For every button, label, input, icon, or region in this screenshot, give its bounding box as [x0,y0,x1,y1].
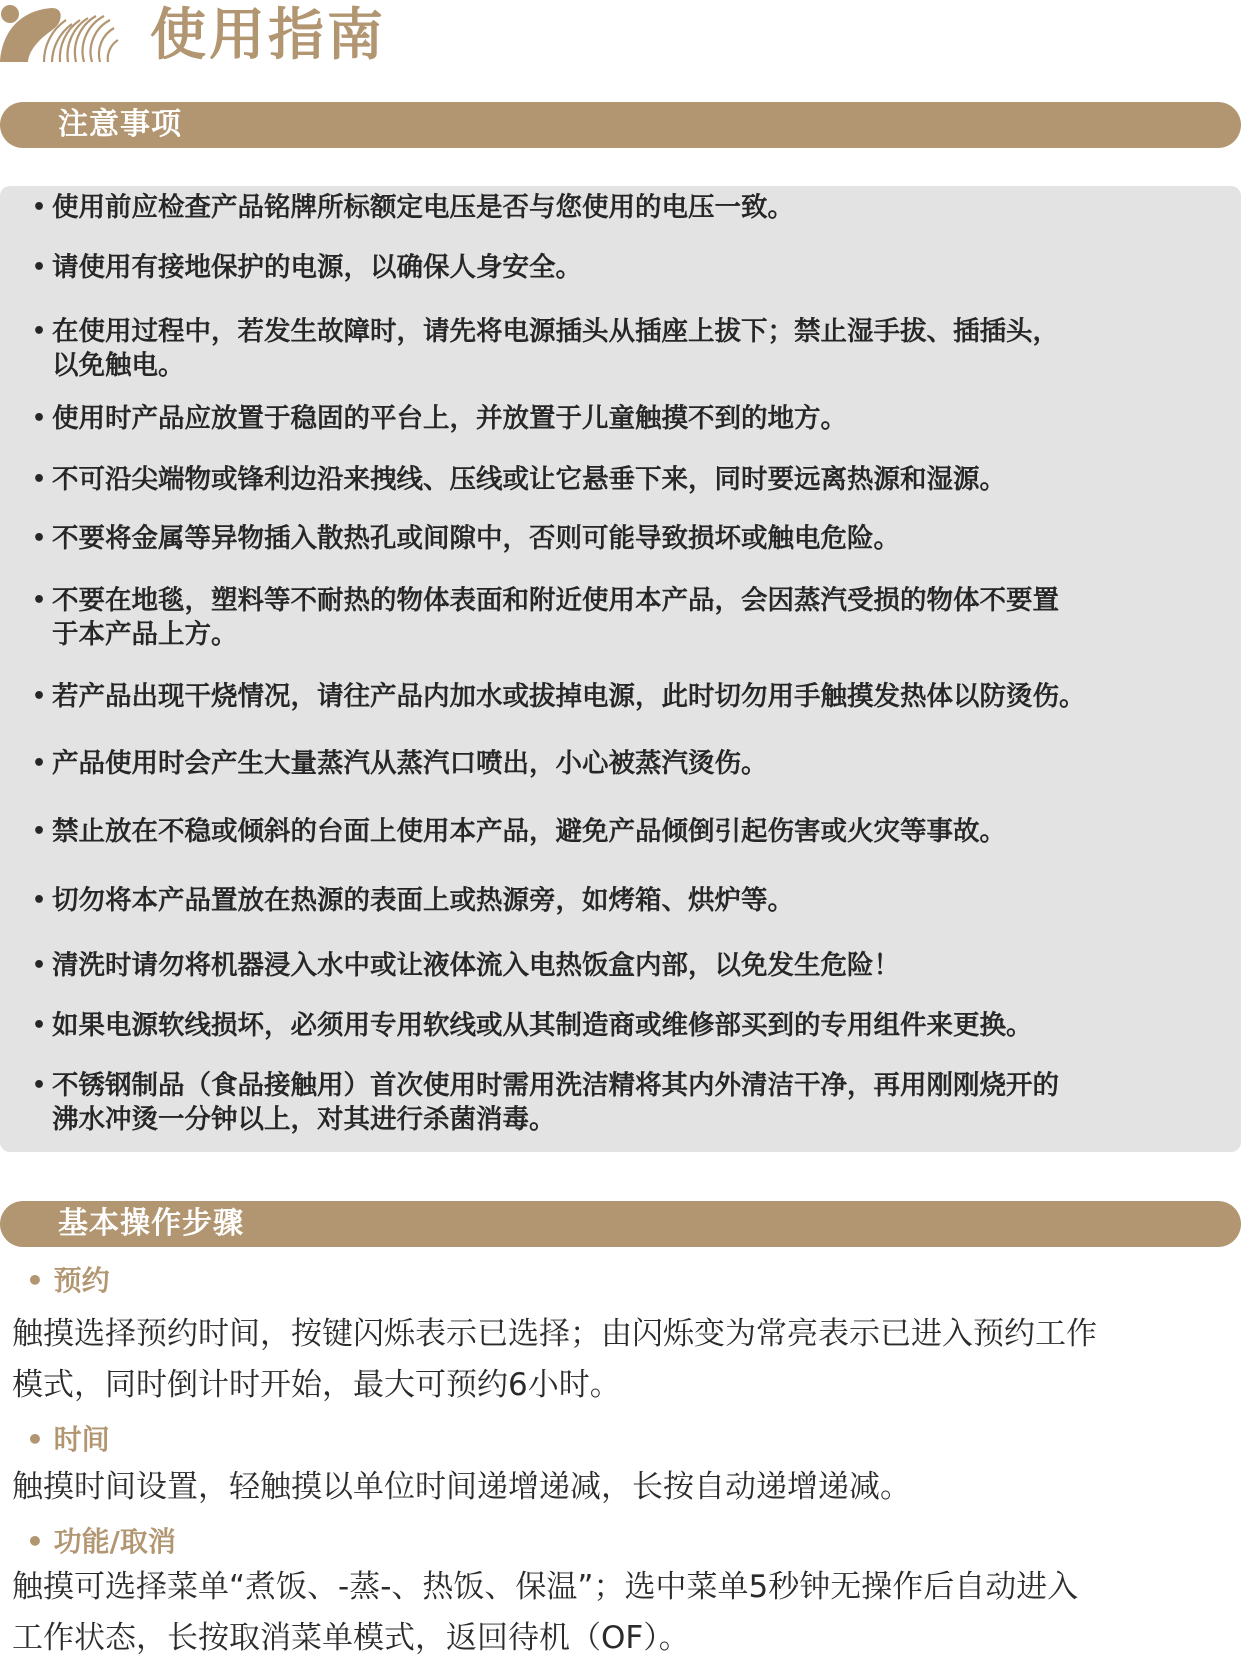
notice-item-text: 如果电源软线损坏，必须用专用软线或从其制造商或维修部买到的专用组件来更换。 [52,1010,1033,1041]
bullet-icon: • [32,1013,47,1038]
step-body-reservation: 触摸选择预约时间，按键闪烁表示已选择；由闪烁变为常亮表示已进入预约工作 模式，同时倒计时开始，最大可预约6小时。 [12,1316,1097,1403]
step-heading-function-cancel: • 功能/取消 [26,1525,176,1558]
notice-item [32,584,1232,652]
notice-item [32,1069,1232,1137]
notice-item-text: 不要将金属等异物插入散热孔或间隙中，否则可能导致损坏或触电危险。 [52,523,900,554]
notice-item-text: 若产品出现干烧情况，请往产品内加水或拔掉电源，此时切勿用手触摸发热体以防烫伤。 [52,681,1086,712]
notice-item-text: 不要在地毯，塑料等不耐热的物体表面和附近使用本产品，会因蒸汽受损的物体不要置 于本产品上方。 [52,585,1059,650]
notice-item [32,680,1232,714]
notice-item [32,251,1232,285]
bullet-icon: • [32,1073,47,1098]
notice-item-text: 在使用过程中，若发生故障时，请先将电源插头从插座上拔下；禁止湿手拔、插插头， 以免触电。 [52,316,1059,381]
bullet-icon: • [32,588,47,613]
notice-section-heading: 注意事项 [58,107,182,142]
notice-item-text: 清洗时请勿将机器浸入水中或让液体流入电热饭盒内部，以免发生危险！ [52,950,900,981]
notice-item-text: 使用时产品应放置于稳固的平台上，并放置于儿童触摸不到的地方。 [52,403,847,434]
bullet-icon: • [32,819,47,844]
step-heading-reservation: • 预约 [26,1264,110,1297]
bullet-icon: • [32,888,47,913]
notice-item-text: 请使用有接地保护的电源，以确保人身安全。 [52,252,582,283]
notice-item [32,463,1232,497]
step-body-function-cancel: 触摸可选择菜单“煮饭、-蒸-、热饭、保温”；选中菜单5秒钟无操作后自动进入 工作状态，长按取消菜单模式，返回待机（OF）。 [12,1569,1079,1656]
notice-item [32,315,1232,383]
notice-item-text: 不可沿尖端物或锋利边沿来拽线、压线或让它悬垂下来，同时要远离热源和湿源。 [52,464,1006,495]
page-title: 使用指南 [150,3,386,68]
bullet-icon: • [32,319,47,344]
bullet-icon: • [32,526,47,551]
notice-item [32,522,1232,556]
notice-item [32,884,1232,918]
step-body-time: 触摸时间设置，轻触摸以单位时间递增递减，长按自动递增递减。 [12,1469,911,1505]
bullet-icon: • [32,255,47,280]
notice-item [32,191,1232,225]
notice-item-text: 使用前应检查产品铭牌所标额定电压是否与您使用的电压一致。 [52,192,794,223]
notice-item-text: 不锈钢制品（食品接触用）首次使用时需用洗洁精将其内外清洁干净，再用刚刚烧开的 沸水冲烫一分钟以上，对其进行杀菌消毒。 [52,1070,1059,1135]
bullet-icon: • [32,751,47,776]
notice-section-bar [0,102,1241,148]
operation-section-bar [0,1201,1241,1247]
notice-item [32,402,1232,436]
notice-item [32,815,1232,849]
notice-item [32,1009,1232,1043]
bullet-icon: • [32,467,47,492]
notice-item-text: 产品使用时会产生大量蒸汽从蒸汽口喷出，小心被蒸汽烫伤。 [52,748,768,779]
step-heading-time: • 时间 [26,1423,110,1456]
operation-section-heading: 基本操作步骤 [58,1206,244,1241]
bullet-icon: • [32,953,47,978]
notice-item [32,747,1232,781]
bullet-icon: • [32,684,47,709]
notice-item-text: 切勿将本产品置放在热源的表面上或热源旁，如烤箱、烘炉等。 [52,885,794,916]
arc-rings-logo-icon [0,0,130,70]
notice-item-text: 禁止放在不稳或倾斜的台面上使用本产品，避免产品倾倒引起伤害或火灾等事故。 [52,816,1006,847]
notice-item [32,949,1232,983]
bullet-icon: • [32,195,47,220]
bullet-icon: • [32,406,47,431]
